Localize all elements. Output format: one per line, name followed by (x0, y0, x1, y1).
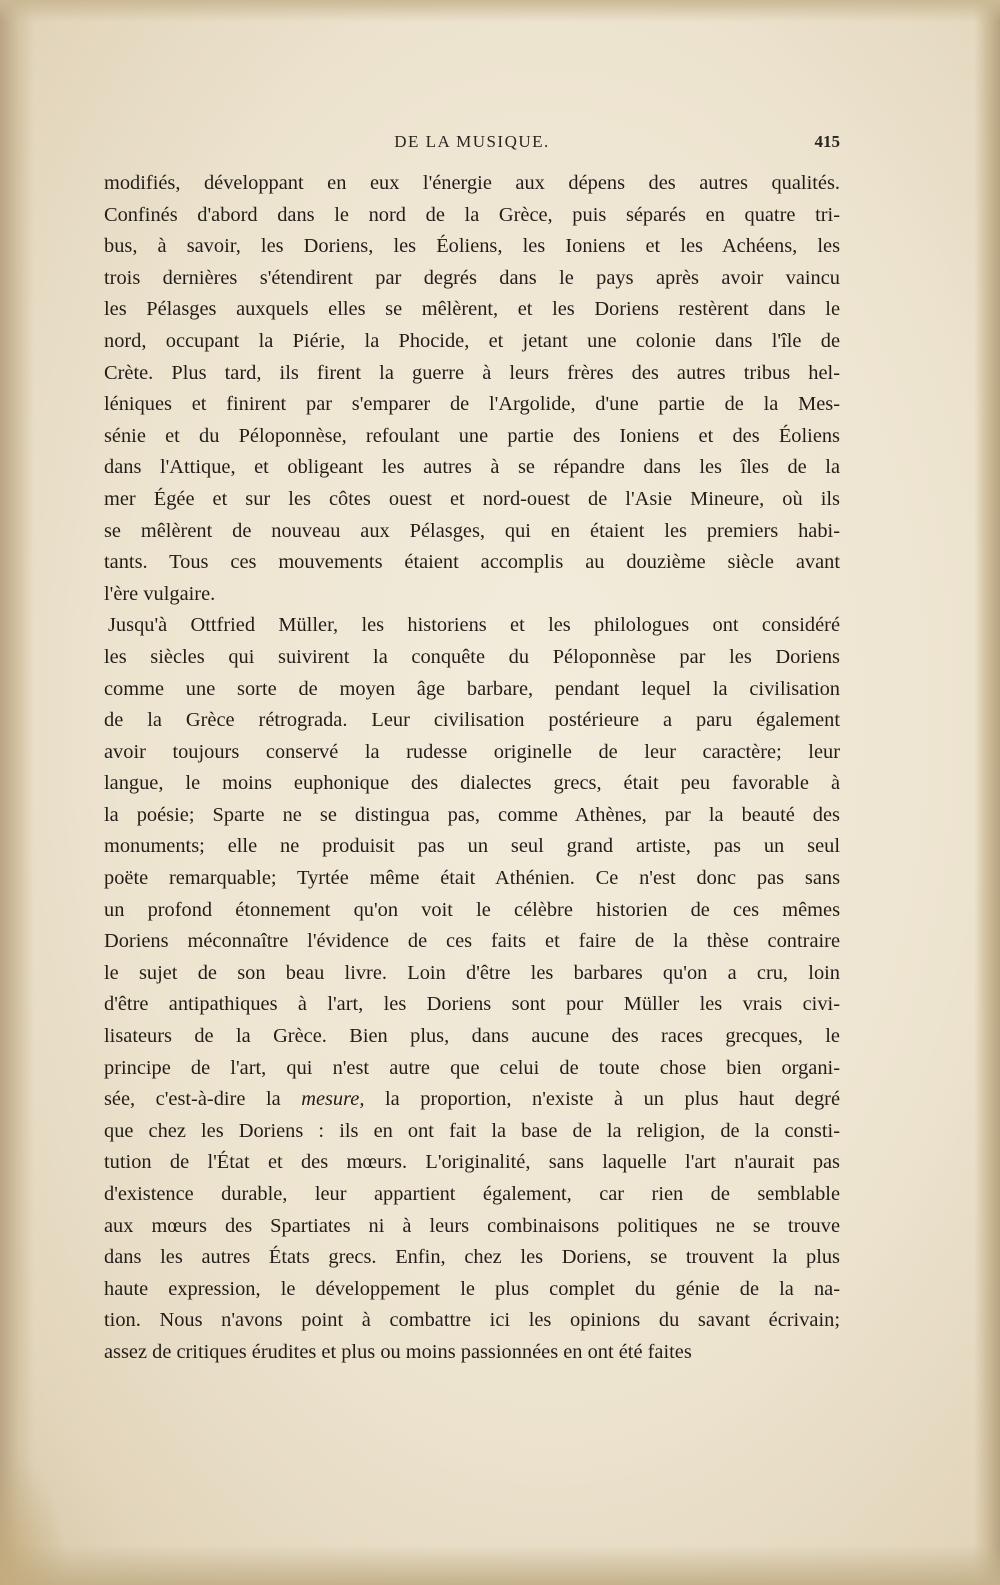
text-line: assez de critiques érudites et plus ou moins passionnées en ont été faites (104, 1340, 692, 1363)
text-line: un profond étonnement qu'on voit le célèbre historien de ces mêmes (104, 898, 840, 921)
text-line: dans les autres États grecs. Enfin, chez les Doriens, se trouvent la plus (104, 1246, 840, 1269)
text-line: bus, à savoir, les Doriens, les Éoliens, les Ioniens et les Achéens, les (104, 235, 840, 258)
scan-edge-left (0, 0, 34, 1585)
text-line: les Pélasges auxquels elles se mêlèrent, et les Doriens restèrent dans le (104, 298, 840, 321)
text-line: tion. Nous n'avons point à combattre ici les opinions du savant écrivain; (104, 1309, 840, 1332)
text-line: principe de l'art, qui n'est autre que celui de toute chose bien organi- (104, 1056, 840, 1079)
paragraph (104, 168, 840, 610)
text-line: lisateurs de la Grèce. Bien plus, dans aucune des races grecques, le (104, 1025, 840, 1048)
text-line: Crète. Plus tard, ils firent la guerre à leurs frères des autres tribus hel- (104, 361, 840, 384)
page-number: 415 (814, 132, 840, 151)
text-line: langue, le moins euphonique des dialectes grecs, était peu favorable à (104, 772, 840, 795)
text-line: monuments; elle ne produisit pas un seul grand artiste, pas un seul (104, 835, 840, 858)
text-line: que chez les Doriens : ils en ont fait la base de la religion, de la consti- (104, 1119, 840, 1142)
text-line: mer Égée et sur les côtes ouest et nord-ouest de l'Asie Mineure, où ils (104, 487, 840, 510)
running-header (104, 132, 840, 154)
text-line: tution de l'État et des mœurs. L'originalité, sans laquelle l'art n'aurait pas (104, 1151, 840, 1174)
text-line: la poésie; Sparte ne se distingua pas, comme Athènes, par la beauté des (104, 803, 840, 826)
text-line: de la Grèce rétrograda. Leur civilisation postérieure a paru également (104, 709, 840, 732)
text-line: comme une sorte de moyen âge barbare, pendant lequel la civilisation (104, 677, 840, 700)
text-line: nord, occupant la Piérie, la Phocide, et jetant une colonie dans l'île de (104, 329, 840, 352)
paragraph (104, 610, 840, 1368)
text-line: d'existence durable, leur appartient également, car rien de semblable (104, 1183, 840, 1205)
text-line: Jusqu'à Ottfried Müller, les historiens et les philologues ont considéré (108, 614, 840, 637)
text-line: trois dernières s'étendirent par degrés dans le pays après avoir vaincu (104, 266, 840, 289)
text-line: se mêlèrent de nouveau aux Pélasges, qui en étaient les premiers habi- (104, 519, 840, 542)
text-line: d'être antipathiques à l'art, les Doriens sont pour Müller les vrais civi- (104, 993, 840, 1016)
page-stain (0, 1445, 70, 1585)
text-line (104, 1084, 840, 1116)
text-line: le sujet de son beau livre. Loin d'être les barbares qu'on a cru, loin (104, 961, 840, 984)
body-text (104, 168, 840, 1369)
scan-edge-right (974, 0, 1000, 1585)
text-line: modifiés, développant en eux l'énergie aux dépens des autres qualités. (104, 172, 840, 194)
text-line: Doriens méconnaître l'évidence de ces faits et faire de la thèse contraire (104, 930, 840, 953)
text-line: sénie et du Péloponnèse, refoulant une partie des Ioniens et des Éoliens (104, 424, 840, 447)
text-line: les siècles qui suivirent la conquête du Péloponnèse par les Doriens (104, 645, 840, 668)
text-segment: la proportion, n'existe à un plus haut degré (364, 1088, 840, 1111)
italic-term: mesure, (301, 1088, 365, 1111)
text-line: l'ère vulgaire. (104, 582, 216, 605)
scan-edge-bottom (0, 1545, 1000, 1585)
running-title: DE LA MUSIQUE. (394, 132, 550, 151)
text-line: léniques et finirent par s'emparer de l'Argolide, d'une partie de la Mes- (104, 393, 840, 416)
text-line: avoir toujours conservé la rudesse originelle de leur caractère; leur (104, 740, 840, 763)
text-line: tants. Tous ces mouvements étaient accomplis au douzième siècle avant (104, 551, 840, 574)
text-line: haute expression, le développement le plus complet du génie de la na- (104, 1277, 840, 1300)
text-segment: sée, c'est-à-dire la (104, 1088, 302, 1111)
scan-edge-top (0, 0, 1000, 22)
text-line: Confinés d'abord dans le nord de la Grèce, puis séparés en quatre tri- (104, 203, 840, 226)
text-line: poëte remarquable; Tyrtée même était Athénien. Ce n'est donc pas sans (104, 867, 840, 890)
text-line: dans l'Attique, et obligeant les autres à se répandre dans les îles de la (104, 456, 840, 479)
text-line: aux mœurs des Spartiates ni à leurs combinaisons politiques ne se trouve (104, 1214, 840, 1237)
